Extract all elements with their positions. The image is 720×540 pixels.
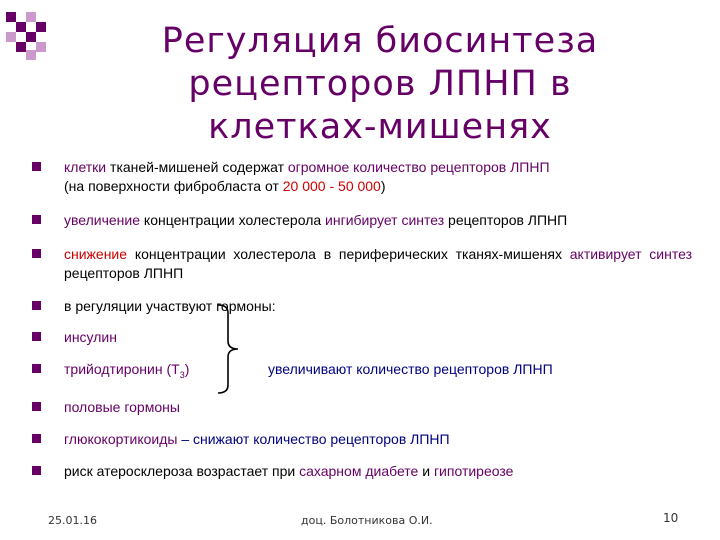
bullet-cholesterol-decrease: снижение концентрации холестерола в периферических тканях-мишенях активирует синтез рецепторов ЛПНП — [28, 245, 692, 283]
bullet-sex-hormones: половые гормоны — [28, 398, 692, 417]
footer-author: доц. Болотникова О.И. — [301, 514, 433, 527]
bullet-square-icon — [32, 466, 41, 475]
bullet-cholesterol-increase: увеличение концентрации холестерола ингибирует синтез рецепторов ЛПНП — [28, 211, 692, 230]
bullet-receptors-count: клетки тканей-мишеней содержат огромное количество рецепторов ЛПНП (на поверхности фибробласта от 20 000 - 50 000) — [28, 158, 692, 196]
hormones-increase-effect: увеличивают количество рецепторов ЛПНП — [268, 361, 553, 377]
bullet-atherosclerosis-risk: риск атеросклероза возрастает при сахарном диабете и гипотиреозе — [28, 462, 692, 481]
slide-number: 10 — [663, 511, 679, 525]
bullet-square-icon — [32, 364, 41, 373]
corner-decoration — [6, 12, 48, 60]
bullet-square-icon — [32, 434, 41, 443]
footer-date: 25.01.16 — [48, 514, 97, 527]
slide-title — [100, 20, 660, 149]
bullet-square-icon — [32, 162, 41, 171]
bullet-glucocorticoids: глюкокортикоиды – снижают количество рецепторов ЛПНП — [28, 430, 692, 449]
bullet-square-icon — [32, 402, 41, 411]
bullet-insulin: инсулин — [28, 328, 692, 347]
bullet-list — [28, 158, 692, 481]
title-line-1: Регуляция биосинтеза — [161, 21, 599, 61]
bullet-square-icon — [32, 215, 41, 224]
bullet-hormones-intro: в регуляции участвуют гормоны: — [28, 297, 692, 316]
bullet-square-icon — [32, 249, 41, 258]
bullet-square-icon — [32, 332, 41, 341]
bullet-triiodothyronine: трийодтиронин $(Т_3)$ увеличивают количество рецепторов ЛПНП — [28, 360, 692, 385]
bullet-square-icon — [32, 301, 41, 310]
title-line-2: рецепторов ЛПНП в — [188, 64, 572, 104]
title-line-3: клетках-мишенях — [208, 107, 552, 147]
curly-brace-icon — [216, 303, 240, 395]
